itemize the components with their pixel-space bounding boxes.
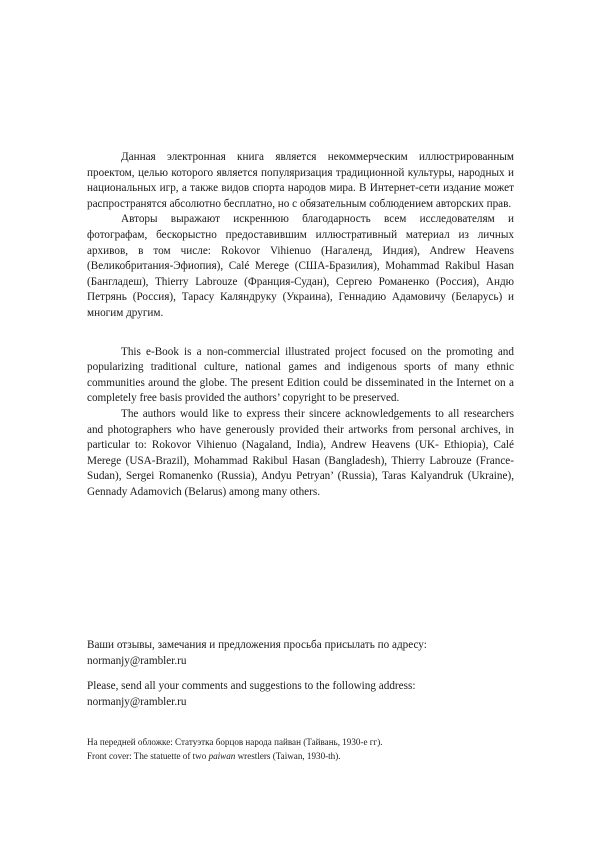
- footnote-english-suffix: wrestlers (Taiwan, 1930-th).: [235, 751, 341, 761]
- footnote-english-italic-term: paiwan: [208, 751, 236, 761]
- russian-text-block: [87, 150, 514, 322]
- contact-block-english: [87, 679, 517, 710]
- english-paragraph-2: The authors would like to express their sincere acknowledgements to all researchers and photographers who have generously provided their artworks from personal archives, in particular to: Rokovor Vihienuo (Nagaland, India), Andrew Heavens (UK- Ethiopia), Calé Merege (USA-Brazil), Mohammad Rakibul Hasan (Bangladesh), Thierry Labrouze (France-Sudan), Sergei Romanenko (Russia), Andyu Petryan’ (Russia), Taras Kalyandruk (Ukraine), Gennady Adamovich (Belarus) among many others.: [87, 407, 514, 498]
- contact-english-instruction: [87, 679, 517, 695]
- english-paragraph-1: This e-Book is a non-commercial illustrated project focused on the promoting and popularizing traditional culture, national games and indigenous sports of many ethnic communities around the globe. The present Edition could be disseminated in the Internet on a completely free basis provided the authors’ copyright to be preserved.: [87, 345, 514, 405]
- contact-russian-instruction: Ваши отзывы, замечания и предложения просьба присылать по адресу:: [87, 639, 427, 651]
- contact-english-email[interactable]: normanjy@rambler.ru: [87, 695, 187, 708]
- footnote-russian-text: На передней обложке: Статуэтка борцов народа пайван (Тайвань, 1930-е гг).: [87, 737, 383, 747]
- russian-paragraph-1: Данная электронная книга является некоммерческим иллюстрированным проектом, целью которого является популяризация традиционной культуры, народных и национальных игр, а также видов спорта народов мира. В Интернет-сети издание может распространятся абсолютно бесплатно, но с обязательным соблюдением авторских прав.: [87, 151, 514, 210]
- footnote-english-text: [87, 749, 517, 763]
- footnote-russian: [87, 735, 517, 749]
- contact-russian-email[interactable]: normanjy@rambler.ru: [87, 654, 187, 667]
- main-text-block: [87, 150, 514, 500]
- contact-english-instruction-text: Please, send all your comments and suggestions to the following address:: [87, 680, 416, 692]
- footnote-english: [87, 749, 517, 763]
- contact-block-russian: [87, 638, 517, 669]
- language-separator: [87, 322, 514, 345]
- footnote-english-prefix: Front cover: The statuette of two: [87, 751, 209, 761]
- english-text-block: [87, 345, 514, 501]
- russian-paragraph-2: Авторы выражают искреннюю благодарность всем исследователям и фотографам, бескорыстно предоставившим иллюстративный материал из личных архивов, в том числе: Rokovor Vihienuo (Нагаленд, Индия), Andrew Heavens (Великобритания-Эфиопия), Calé Merege (США-Бразилия), Mohammad Rakibul Hasan (Бангладеш), Thierry Labrouze (Франция-Судан), Сергею Романенко (Россия), Андю Петрянь (Россия), Тарасу Каляндруку (Украина), Геннадию Адамовичу (Беларусь) и многим другим.: [87, 213, 514, 319]
